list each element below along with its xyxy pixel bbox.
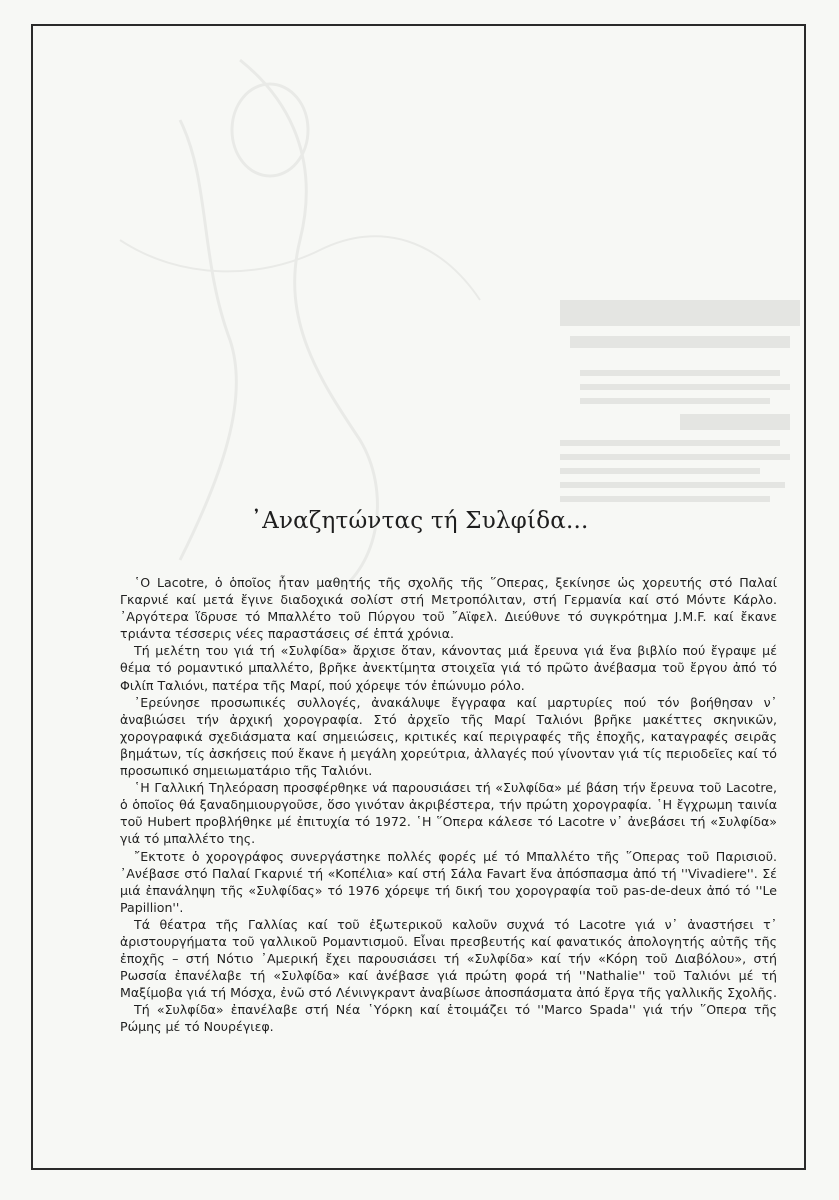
article-body [120,574,777,1036]
paragraph-2: Τή μελέτη του γιά τή «Συλφίδα» ἄρχισε ὅταν, κάνοντας μιά ἔρευνα γιά ἕνα βιβλίο πού ἔγραψε μέ θέμα τό ρομαντικό μπαλλέτο, βρῆκε ἀνεκτίμητα στοιχεῖα γιά τό πρῶτο ἀνέβασμα τοῦ ἔργου ἀπό τό Φιλίπ Ταλιόνι, πατέρα τῆς Μαρί, πού χόρεψε τόν ἐπώνυμο ρόλο. [120,643,777,693]
article-title: ᾿Αναζητώντας τή Συλφίδα... [250,508,589,534]
paragraph-5: ῎Εκτοτε ὁ χορογράφος συνεργάστηκε πολλές φορές μέ τό Μπαλλέτο τῆς ῞Οπερας τοῦ Παρισιοῦ. ᾿Ανέβασε στό Παλαί Γκαρνιέ τή «Κοπέλια» καί στή Σάλα Favart ἕνα ἀπόσπασμα ἀπό τή ''Vivadiere''. Σέ μιά ἐπανάληψη τῆς «Συλφίδας» τό 1976 χόρεψε τή δική του χορογραφία τοῦ pas-de-deux ἀπό τό ''Le Papillion''. [120,848,777,915]
paragraph-3: ᾿Ερεύνησε προσωπικές συλλογές, ἀνακάλυψε ἔγγραφα καί μαρτυρίες πού τόν βοήθησαν ν᾿ ἀναβιώσει τήν ἀρχική χορογραφία. Στό ἀρχεῖο τῆς Μαρί Ταλιόνι βρῆκε μακέττες σκηνικῶν, χορογραφικά σχεδιάσματα καί σημειώσεις, κριτικές καί περιγραφές τῆς ἐποχῆς, καταγραφές σειρᾶς βημάτων, τίς ἀσκήσεις πού ἔκανε ἡ μεγάλη χορεύτρια, ἀλλαγές πού γίνονταν γιά τίς περιοδεῖες καί τό προσωπικό σημειωματάριο τῆς Ταλιόνι. [120,694,777,779]
paragraph-6: Τά θέατρα τῆς Γαλλίας καί τοῦ ἐξωτερικοῦ καλοῦν συχνά τό Lacotre γιά ν᾿ ἀναστήσει τ᾿ ἀριστουργήματα τοῦ γαλλικοῦ Ρομαντισμοῦ. Εἶναι πρεσβευτής καί φανατικός ἀπολογητής αὐτῆς τῆς ἐποχῆς – στή Νότιο ᾿Αμερική ἔχει παρουσιάσει τή «Συλφίδα» καί τήν «Κόρη τοῦ Διαβόλου», στή Ρωσσία ἐπανέλαβε τή «Συλφίδα» καί ἀνέβασε γιά πρώτη φορά τή ''Nathalie'' τοῦ Ταλιόνι μέ τή Μαξίμοβα γιά τή Μόσχα, ἐνῶ στό Λένινγκραντ ἀναβίωσε ἀποσπάσματα ἀπό ἔργα τῆς γαλλικῆς Σχολῆς. [120,916,777,1001]
paragraph-1: ῾Ο Lacotre, ὁ ὁποῖος ἦταν μαθητής τῆς σχολῆς τῆς ῞Οπερας, ξεκίνησε ὡς χορευτής στό Παλαί Γκαρνιέ καί μετά ἔγινε διαδοχικά σολίστ στή Μετροπόλιταν, στή Γερμανία καί στό Μόντε Κάρλο. ᾿Αργότερα ἵδρυσε τό Μπαλλέτο τοῦ Πύργου τοῦ ῎Αϊφελ. Διεύθυνε τό συγκρότημα J.M.F. καί ἔκανε τριάντα τέσσερις νέες παραστάσεις σέ ἑπτά χρόνια. [120,575,777,642]
paragraph-4: ῾Η Γαλλική Τηλεόραση προσφέρθηκε νά παρουσιάσει τή «Συλφίδα» μέ βάση τήν ἔρευνα τοῦ Lacotre, ὁ ὁποῖος θά ξαναδημιουργοῦσε, ὅσο γινόταν ἀκριβέστερα, τήν πρώτη χορογραφία. ῾Η ἔγχρωμη ταινία τοῦ Hubert προβλήθηκε μέ ἐπιτυχία τό 1972. ῾Η ῞Οπερα κάλεσε τό Lacotre ν᾿ ἀνεβάσει τή «Συλφίδα» γιά τό μπαλλέτο της. [120,780,777,847]
paragraph-7: Τή «Συλφίδα» ἐπανέλαβε στή Νέα ῾Υόρκη καί ἑτοιμάζει τό ''Marco Spada'' γιά τήν ῞Οπερα τῆς Ρώμης μέ τό Νουρέγιεφ. [120,1002,777,1035]
